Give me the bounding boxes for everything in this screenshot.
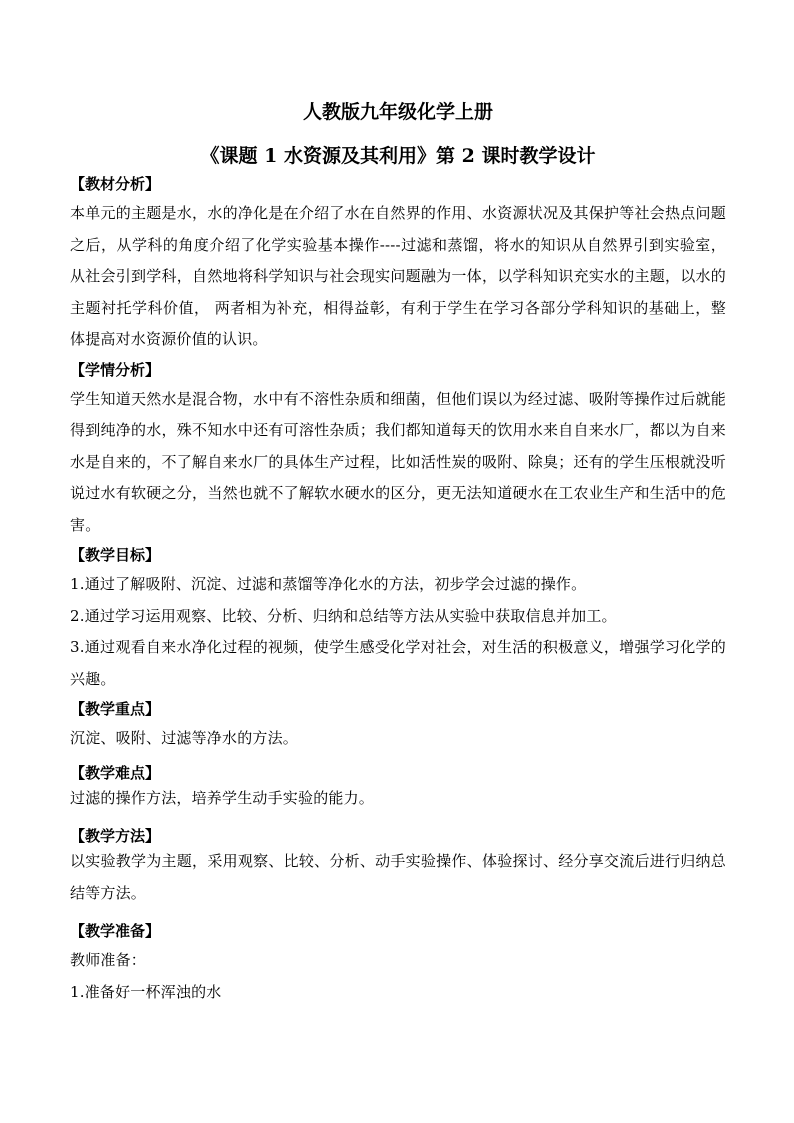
document-page: [70, 100, 726, 1008]
section-body: 本单元的主题是水，水的净化是在介绍了水在自然界的作用、水资源状况及其保护等社会热点问题之后，从学科的角度介绍了化学实验基本操作----过滤和蒸馏，将水的知识从自然界引到实验室，从社会引到学科，自然地将科学知识与社会现实问题融为一体，以学科知识充实水的主题，以水的主题衬托学科价值， 两者相为补充，相得益彰，有利于学生在学习各部分学科知识的基础上，整体提高对水资源价值的认识。: [70, 204, 726, 348]
section-key-points: [70, 699, 726, 755]
section-teaching-methods: [70, 826, 726, 909]
section-heading: 【教学难点】: [70, 763, 161, 782]
section-heading: 【教学重点】: [70, 700, 161, 718]
goal-item: 2.通过学习运用观察、比较、分析、归纳和总结等方法从实验中获取信息并加工。: [70, 606, 617, 625]
section-body: 沉淀、吸附、过滤等净水的方法。: [70, 729, 299, 747]
section-teaching-goals: [70, 545, 726, 695]
section-body: 过滤的操作方法，培养学生动手实验的能力。: [70, 788, 375, 807]
section-student-analysis: [70, 360, 726, 542]
section-heading: 【学情分析】: [70, 360, 161, 379]
document-subtitle: 《课题 1 水资源及其利用》第 2 课时教学设计: [200, 145, 596, 167]
section-preparation: [70, 921, 726, 1008]
section-heading: 【教学目标】: [70, 546, 161, 564]
goal-item: 1.通过了解吸附、沉淀、过滤和蒸馏等净化水的方法，初步学会过滤的操作。: [70, 575, 587, 593]
preparation-item: 1.准备好一杯浑浊的水: [70, 982, 222, 1001]
section-body: 学生知道天然水是混合物，水中有不溶性杂质和细菌，但他们误以为经过滤、吸附等操作过后就能得到纯净的水，殊不知水中还有可溶性杂质；我们都知道每天的饮用水来自自来水厂，都以为自来水是自来的，不了解自来水厂的具体生产过程，比如活性炭的吸附、除臭；还有的学生压根就没听说过水有软硬之分，当然也就不了解软水硬水的区分，更无法知道硬水在工农业生产和生活中的危害。: [70, 389, 726, 534]
section-difficulties: [70, 763, 726, 815]
preparation-subheading: 教师准备：: [70, 951, 147, 969]
section-heading: 【教学方法】: [70, 827, 161, 845]
section-heading: 【教学准备】: [70, 922, 161, 940]
section-material-analysis: [70, 174, 726, 356]
section-heading: 【教材分析】: [70, 175, 161, 193]
goal-item: 3.通过观看自来水净化过程的视频，使学生感受化学对社会，对生活的积极意义，增强学习化学的兴趣。: [70, 638, 726, 688]
section-body: 以实验教学为主题，采用观察、比较、分析、动手实验操作、体验探讨、经分享交流后进行归纳总结等方法。: [70, 852, 726, 902]
document-title: 人教版九年级化学上册: [302, 101, 493, 123]
